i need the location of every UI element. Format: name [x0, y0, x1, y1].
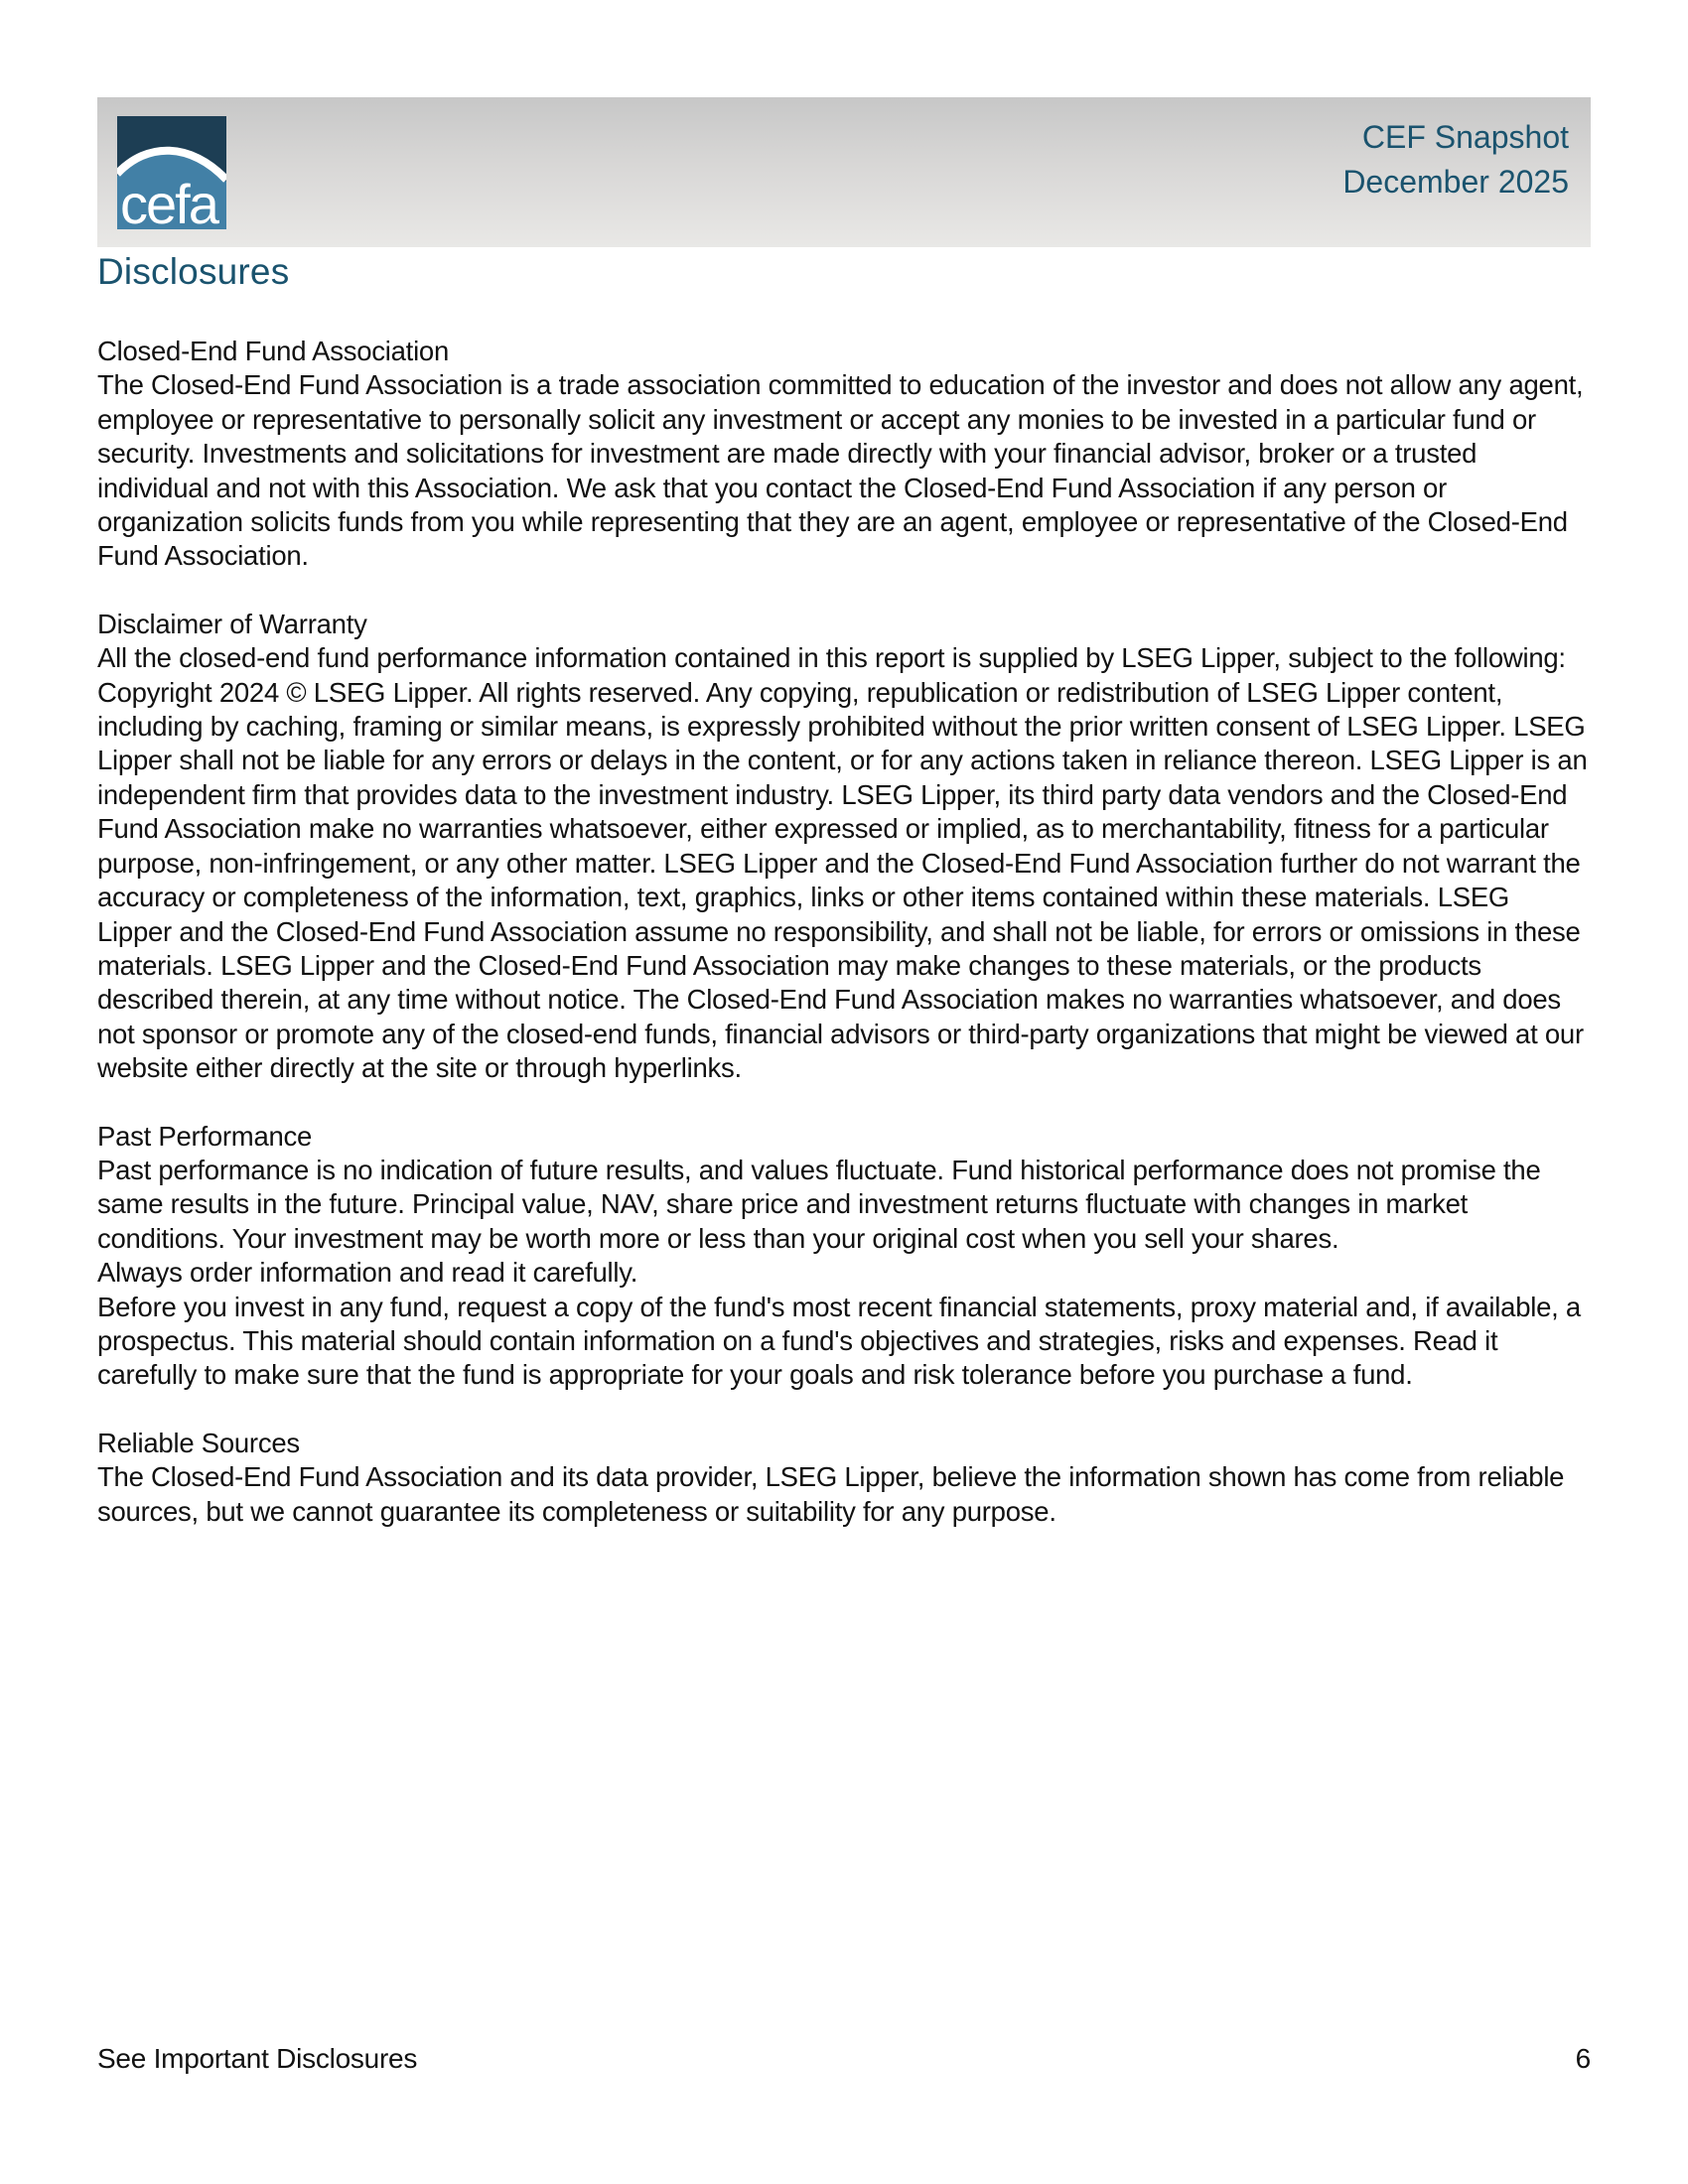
footer-disclosure-note: See Important Disclosures [97, 2043, 418, 2074]
page-title: Disclosures [97, 251, 290, 292]
disclosures-content [97, 335, 1591, 1563]
section-closed-end-fund-association [97, 335, 1591, 574]
logo-text: cefa [120, 173, 217, 229]
paragraph: Past performance is no indication of future results, and values fluctuate. Fund historical performance does not promise the same results in the future. Principal value, NAV, share price and investment returns fluctuate with changes in market conditions. Your investment may be worth more or less than your original cost when you sell your shares. [97, 1154, 1541, 1254]
section-heading: Closed-End Fund Association [97, 336, 450, 366]
paragraph: Always order information and read it carefully. [97, 1257, 638, 1289]
paragraph: Before you invest in any fund, request a copy of the fund's most recent financial statements, proxy material and, if available, a prospectus. This material should contain information on a fund's objectives and strategies, risks and expenses. Read it carefully to make sure that the fund is appropriate for your goals and risk tolerance before you purchase a fund. [97, 1291, 1581, 1391]
paragraph: The Closed-End Fund Association and its data provider, LSEG Lipper, believe the information shown has come from reliable sources, but we cannot guarantee its completeness or suitability for any purpose. [97, 1461, 1565, 1527]
section-reliable-sources [97, 1427, 1591, 1529]
section-heading: Past Performance [97, 1120, 313, 1152]
paragraph: All the closed-end fund performance information contained in this report is supplied by LSEG Lipper, subject to the following: Copyright 2024 © LSEG Lipper. All rights reserved. Any copying, republication or redistribution of LSEG Lipper content, including by caching, framing or similar means, is expressly prohibited without the prior written consent of LSEG Lipper. LSEG Lipper shall not be liable for any errors or delays in the content, or for any actions taken in reliance thereon. LSEG Lipper is an independent firm that provides data to the investment industry. LSEG Lipper, its third party data vendors and the Closed-End Fund Association make no warranties whatsoever, either expressed or implied, as to merchantability, fitness for a particular purpose, non-infringement, or any other matter. LSEG Lipper and the Closed-End Fund Association further do not warrant the accuracy or completeness of the information, text, graphics, links or other items contained within these materials. LSEG Lipper and the Closed-End Fund Association assume no responsibility, and shall not be liable, for errors or omissions in these materials. LSEG Lipper and the Closed-End Fund Association may make changes to these materials, or the products described therein, at any time without notice. The Closed-End Fund Association makes no warranties whatsoever, and does not sponsor or promote any of the closed-end funds, financial advisors or third-party organizations that might be viewed at our website either directly at the site or through hyperlinks. [97, 642, 1588, 1084]
report-title: CEF Snapshot [1361, 119, 1569, 155]
report-date: December 2025 [1342, 164, 1569, 200]
section-disclaimer-of-warranty [97, 608, 1591, 1086]
page-number: 6 [1575, 2043, 1591, 2074]
section-heading: Reliable Sources [97, 1427, 300, 1458]
masthead [1342, 115, 1569, 205]
section-heading: Disclaimer of Warranty [97, 608, 367, 639]
section-past-performance [97, 1120, 1591, 1393]
cefa-logo [117, 116, 226, 229]
header-banner [97, 97, 1591, 247]
paragraph: The Closed-End Fund Association is a trade association committed to education of the investor and does not allow any agent, employee or representative to personally solicit any investment or accept any monies to be invested in a particular fund or security. Investments and solicitations for investment are made directly with your financial advisor, broker or a trusted individual and not with this Association. We ask that you contact the Closed-End Fund Association if any person or organization solicits funds from you while representing that they are an agent, employee or representative of the Closed-End Fund Association. [97, 369, 1584, 572]
page-footer [97, 2043, 1591, 2075]
